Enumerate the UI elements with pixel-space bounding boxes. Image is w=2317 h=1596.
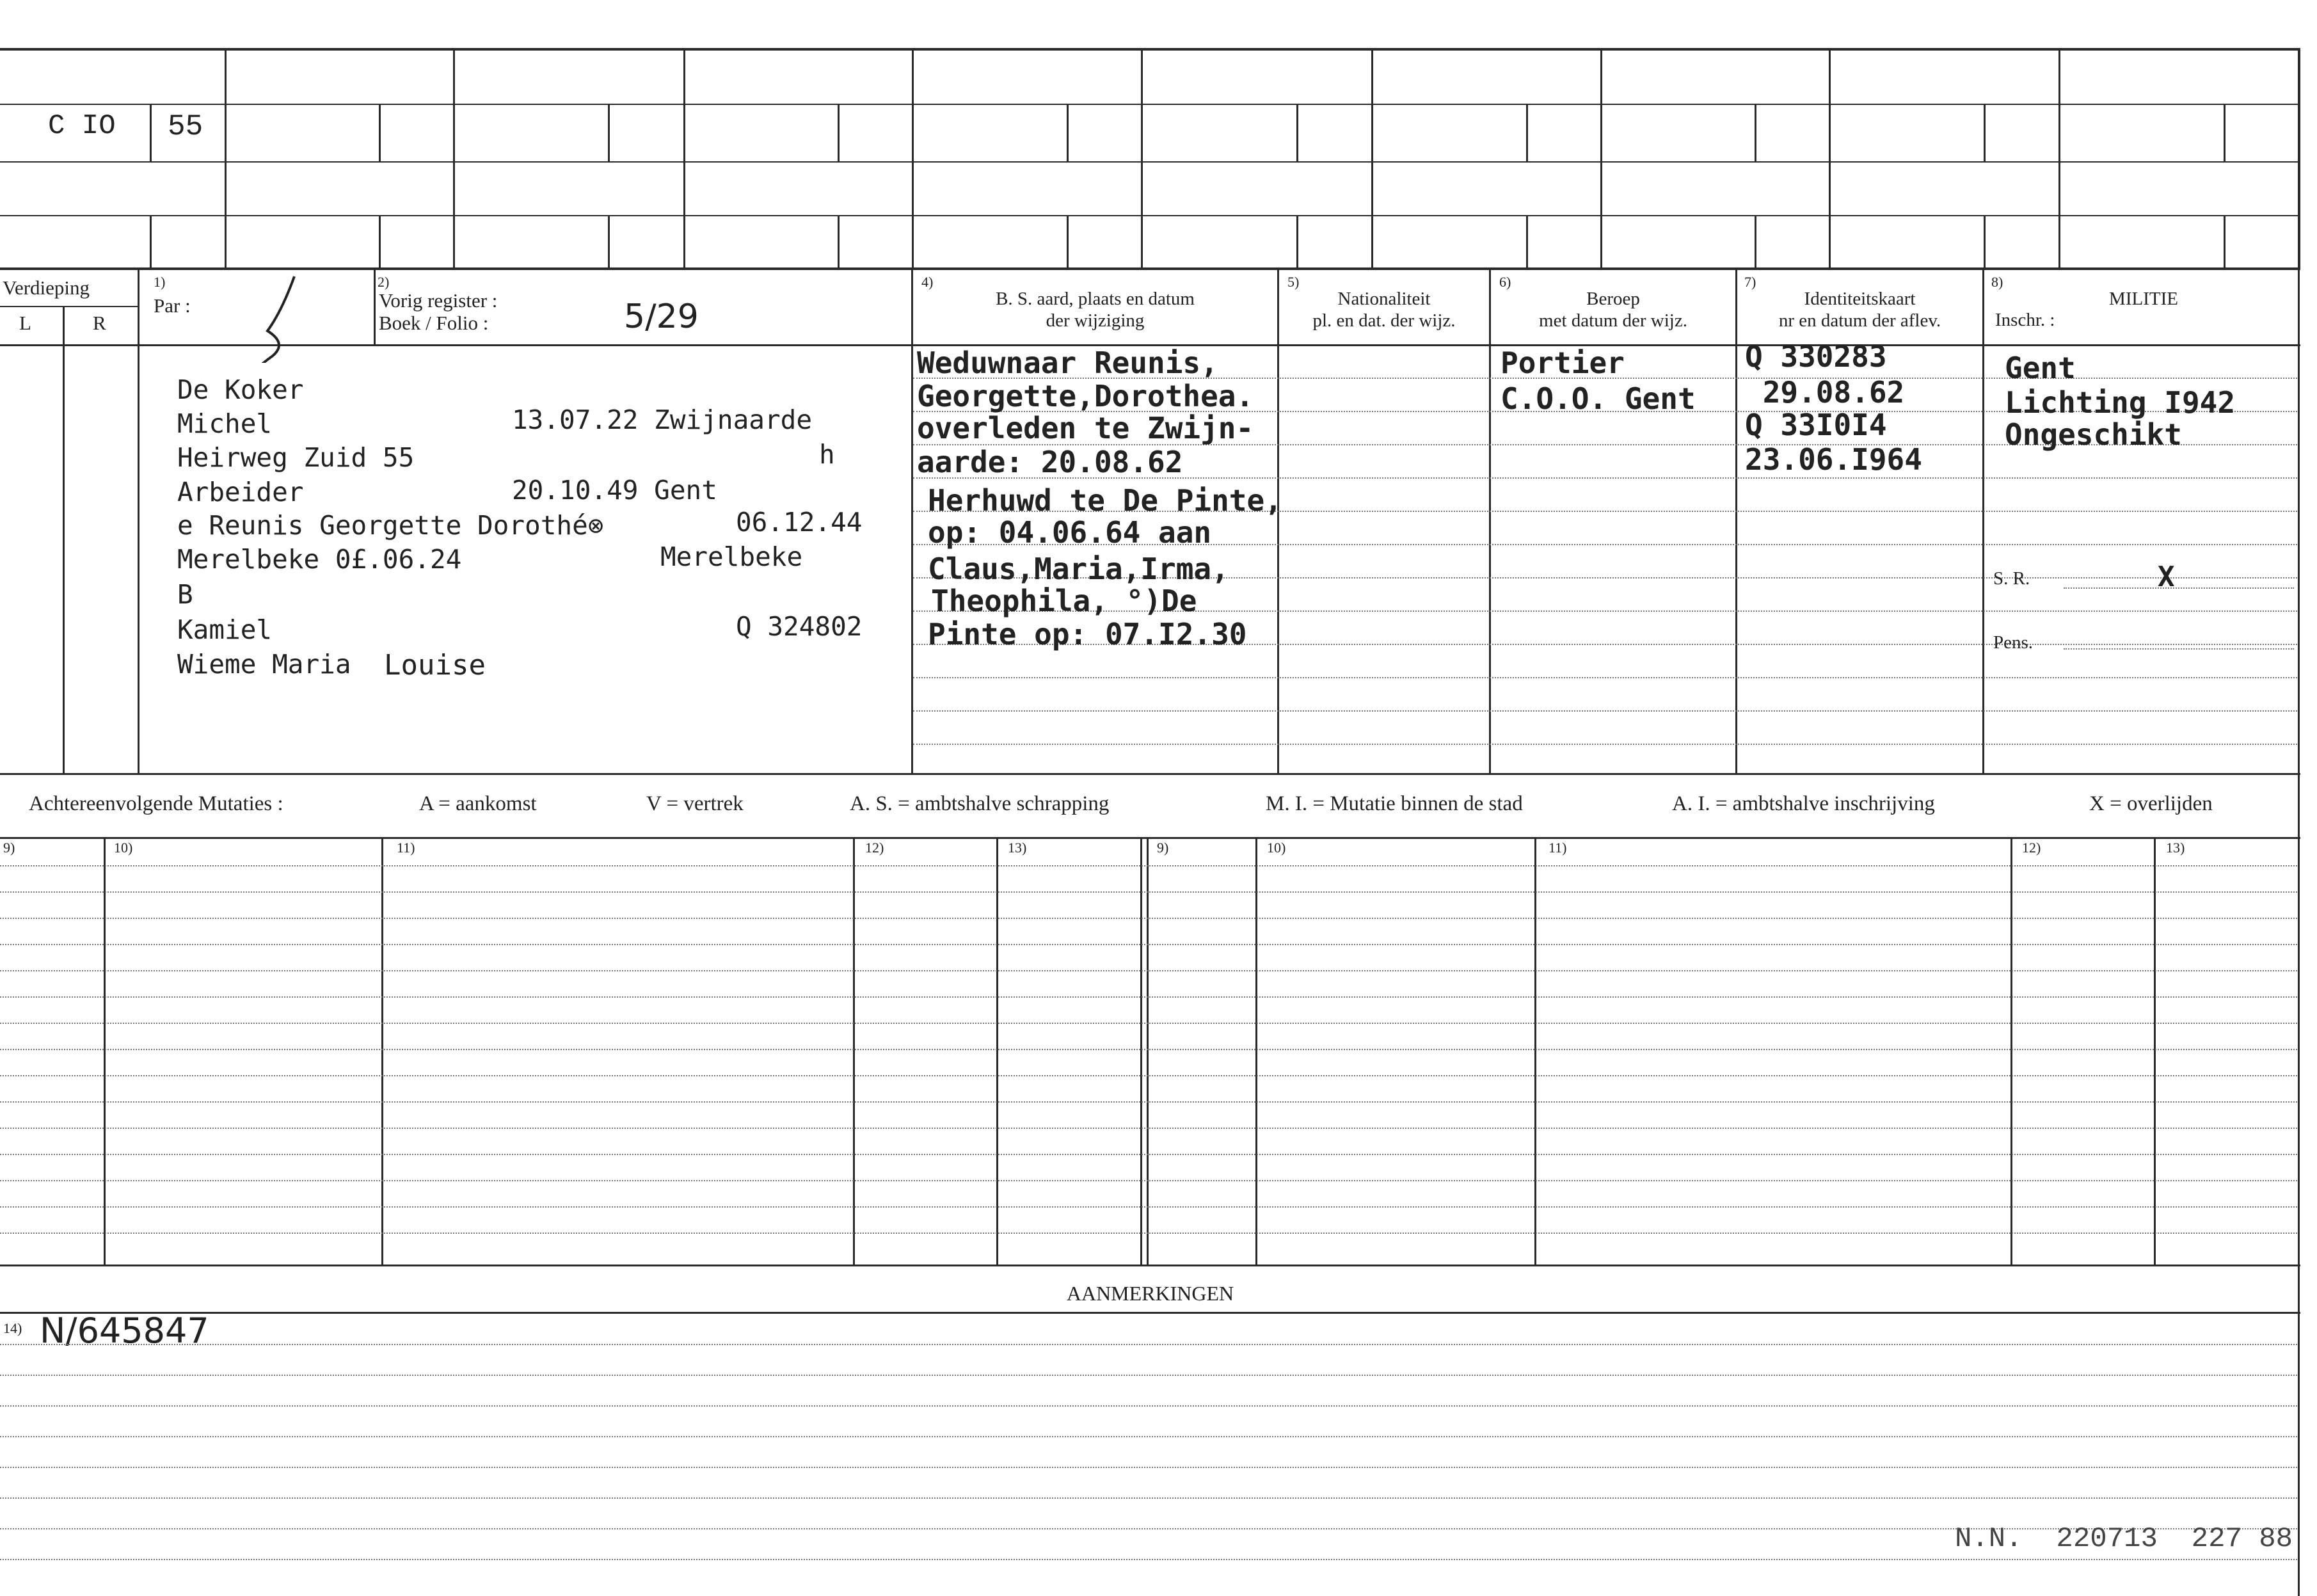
writing-line [0, 1128, 2297, 1129]
frame-right-lower [2298, 774, 2300, 1596]
id-number: 7) [1744, 274, 1756, 290]
person-b: B [177, 579, 193, 610]
mut-col-9b: 9) [1157, 840, 1169, 856]
pens-label: Pens. [1993, 632, 2034, 653]
writing-line [0, 1375, 2297, 1376]
person-mother: Wieme Maria [177, 649, 351, 680]
header-col-verdieping [138, 269, 139, 774]
bs-line-9: Pinte op: 07.I2.30 [928, 617, 1247, 651]
person-arrival: 20.10.49 Gent [512, 475, 717, 506]
mut-col-13: 13) [1008, 840, 1027, 856]
bs-header-2: der wijziging [1046, 310, 1145, 331]
writing-line [0, 1206, 2297, 1208]
bs-line-8: Theophila, °)De [931, 584, 1197, 618]
grid-col-minor [1755, 104, 1756, 161]
bs-line-5: Herhuwd te De Pinte, [928, 483, 1282, 518]
bs-number: 4) [921, 274, 934, 290]
beroep-header-2: met datum der wijz. [1539, 310, 1687, 331]
writing-line [0, 944, 2297, 945]
mut-col [1255, 838, 1257, 1266]
nat-number: 5) [1287, 274, 1300, 290]
persons-bottom-line [0, 773, 2300, 775]
writing-line [0, 1154, 2297, 1155]
grid-col-minor [1296, 216, 1298, 269]
par-label: Par : [154, 294, 191, 317]
grid-col-minor [1984, 216, 1986, 269]
grid-col-minor [1067, 216, 1069, 269]
mut-col-11b: 11) [1549, 840, 1567, 856]
mutaties-top-line [0, 837, 2300, 839]
grid-col-minor [1067, 104, 1069, 161]
person-spouse: e Reunis Georgette Dorothé⊗ [177, 510, 604, 541]
inschr-label: Inschr. : [1995, 310, 2055, 330]
header-col-militie [1982, 269, 1984, 774]
person-address: Heirweg Zuid 55 [177, 442, 415, 473]
militie-line-2: Lichting I942 [2005, 385, 2236, 420]
grid-col-minor [1526, 104, 1528, 161]
bs-line-2: Georgette,Dorothea. [917, 379, 1254, 413]
grid-col [1829, 49, 1831, 269]
legend-as: A. S. = ambtshalve schrapping [850, 792, 1110, 815]
aanmerkingen-number: 14) [3, 1320, 22, 1336]
mut-col [853, 838, 855, 1266]
frame-right-line [2298, 48, 2300, 269]
legend-mi: M. I. = Mutatie binnen de stad [1266, 792, 1523, 815]
beroep-line-1: Portier [1501, 346, 1625, 380]
id-line-2: 29.08.62 [1745, 375, 1905, 410]
grid-col-minor [379, 104, 381, 161]
bs-line-4: aarde: 20.08.62 [917, 445, 1183, 479]
grid-col-minor [379, 216, 381, 269]
id-header-2: nr en datum der aflev. [1778, 310, 1941, 331]
grid-col [912, 49, 914, 269]
militie-line-1: Gent [2005, 351, 2076, 385]
sr-dots [2064, 587, 2294, 589]
person-spouse-date: 06.12.44 [736, 507, 863, 538]
grid-col-minor [1296, 104, 1298, 161]
code-cell-2: 55 [168, 110, 203, 143]
aanmerkingen-line [0, 1312, 2300, 1314]
sr-value: X [2158, 561, 2175, 593]
grid-col-minor [838, 216, 840, 269]
header-col-beroep [1489, 269, 1491, 774]
bs-line-1: Weduwnaar Reunis, [917, 346, 1218, 380]
verdieping-divider [0, 306, 138, 307]
writing-line [0, 1559, 2297, 1560]
par-signature [243, 243, 307, 369]
mut-col-12b: 12) [2022, 840, 2041, 856]
grid-col-minor [608, 216, 610, 269]
militie-number: 8) [1991, 274, 2003, 290]
grid-row-line [0, 104, 2300, 105]
legend-v: V = vertrek [646, 792, 744, 815]
bs-line-7: Claus,Maria,Irma, [928, 552, 1229, 586]
frame-right-upper [2298, 269, 2300, 774]
footer-code: N.N. 220713 227 88 [1955, 1523, 2293, 1555]
writing-line [0, 918, 2297, 919]
id-line-3: Q 33I0I4 [1745, 408, 1887, 442]
r-label: R [93, 312, 106, 334]
writing-line [0, 996, 2297, 998]
grid-col-minor [1984, 104, 1986, 161]
grid-col-minor [2224, 104, 2225, 161]
header-col-id [1735, 269, 1737, 774]
mut-col [381, 838, 383, 1266]
grid-col [1141, 49, 1143, 269]
grid-col-minor [150, 216, 152, 269]
id-header-1: Identiteitskaart [1804, 289, 1916, 309]
grid-row-line [0, 161, 2300, 163]
beroep-number: 6) [1499, 274, 1511, 290]
person-birth: 13.07.22 Zwijnaarde [512, 404, 812, 435]
bs-line-6: op: 04.06.64 aan [928, 515, 1212, 550]
mut-col-10: 10) [114, 840, 133, 856]
grid-col [1600, 49, 1602, 269]
vorig-number: 2) [378, 274, 390, 290]
writing-line [0, 1101, 2297, 1103]
person-h-mark: h [819, 439, 835, 470]
sr-label: S. R. [1993, 568, 2030, 589]
writing-line [0, 1467, 2297, 1468]
boek-value: 5/29 [624, 298, 699, 336]
mut-col [996, 838, 998, 1266]
aanmerkingen-title: AANMERKINGEN [1066, 1282, 1234, 1305]
bs-header-1: B. S. aard, plaats en datum [996, 289, 1195, 309]
header-col-lr [63, 307, 65, 774]
person-spouse-birth: Merelbeke 0£.06.24 [177, 544, 462, 575]
l-label: L [19, 312, 31, 334]
grid-col-minor [150, 104, 152, 161]
mut-col-11: 11) [397, 840, 415, 856]
mut-col-double [1147, 838, 1149, 1266]
legend-title: Achtereenvolgende Mutaties : [29, 792, 283, 815]
writing-line [913, 677, 2297, 678]
writing-line [913, 744, 2297, 745]
legend-x: X = overlijden [2089, 792, 2213, 815]
mut-col-double [1140, 838, 1142, 1266]
mut-col [2010, 838, 2012, 1266]
header-col-nat [1277, 269, 1279, 774]
grid-col [1371, 49, 1373, 269]
frame-top-line [0, 48, 2300, 51]
verdieping-label: Verdieping [3, 276, 90, 299]
beroep-header-1: Beroep [1586, 289, 1640, 309]
grid-col-minor [838, 104, 840, 161]
person-id-card: Q 324802 [736, 611, 863, 642]
writing-line [0, 1405, 2297, 1407]
writing-line [0, 1528, 2297, 1529]
writing-line [0, 891, 2297, 893]
grid-header-top [0, 267, 2300, 270]
nat-header-2: pl. en dat. der wijz. [1312, 310, 1456, 331]
mut-col-12: 12) [865, 840, 884, 856]
aanmerkingen-value: N/645847 [40, 1311, 209, 1351]
writing-line [0, 1497, 2297, 1499]
writing-line [0, 1023, 2297, 1024]
par-number: 1) [154, 274, 166, 290]
writing-line [0, 1075, 2297, 1076]
person-surname: De Koker [177, 374, 304, 405]
grid-col [453, 49, 455, 269]
mut-col-10b: 10) [1267, 840, 1286, 856]
mut-col-13b: 13) [2166, 840, 2185, 856]
mutaties-bottom-line [0, 1265, 2300, 1266]
legend-ai: A. I. = ambtshalve inschrijving [1672, 792, 1935, 815]
signature-mark [256, 273, 307, 363]
grid-col [2058, 49, 2060, 269]
writing-line [0, 1436, 2297, 1437]
pens-dots [2064, 648, 2294, 650]
writing-line [0, 1344, 2297, 1345]
legend-a: A = aankomst [419, 792, 537, 815]
nat-header-1: Nationaliteit [1337, 289, 1431, 309]
person-mother-2: Louise [384, 649, 486, 682]
grid-col-minor [1526, 216, 1528, 269]
id-line-4: 23.06.I964 [1745, 442, 1922, 477]
bs-line-3: overleden te Zwijn- [917, 411, 1254, 445]
militie-header: MILITIE [2109, 289, 2178, 309]
mut-col-9: 9) [3, 840, 15, 856]
mut-col [1534, 838, 1536, 1266]
person-spouse-place: Merelbeke [660, 541, 803, 572]
writing-line [0, 1233, 2297, 1234]
person-father: Kamiel [177, 614, 273, 645]
militie-line-3: Ongeschikt [2005, 417, 2182, 452]
vorig-label: Vorig register : [379, 289, 498, 312]
writing-line [0, 865, 2297, 866]
writing-line [0, 1180, 2297, 1181]
grid-col-minor [1755, 216, 1756, 269]
mut-col [2154, 838, 2156, 1266]
writing-line [913, 710, 2297, 712]
grid-col [225, 49, 227, 269]
grid-row-line [0, 215, 2300, 216]
writing-line [0, 970, 2297, 971]
person-occupation: Arbeider [177, 477, 304, 507]
header-col-bs [911, 269, 913, 774]
beroep-line-2: C.O.O. Gent [1501, 381, 1696, 416]
mut-col [104, 838, 106, 1266]
code-cell-1: C IO [48, 110, 116, 142]
boek-label: Boek / Folio : [379, 312, 489, 334]
grid-col-minor [2224, 216, 2225, 269]
writing-line [0, 1049, 2297, 1050]
grid-col-minor [608, 104, 610, 161]
grid-col [683, 49, 685, 269]
person-firstname: Michel [177, 408, 273, 439]
header-col-par [374, 269, 376, 346]
id-line-1: Q 330283 [1745, 339, 1887, 374]
